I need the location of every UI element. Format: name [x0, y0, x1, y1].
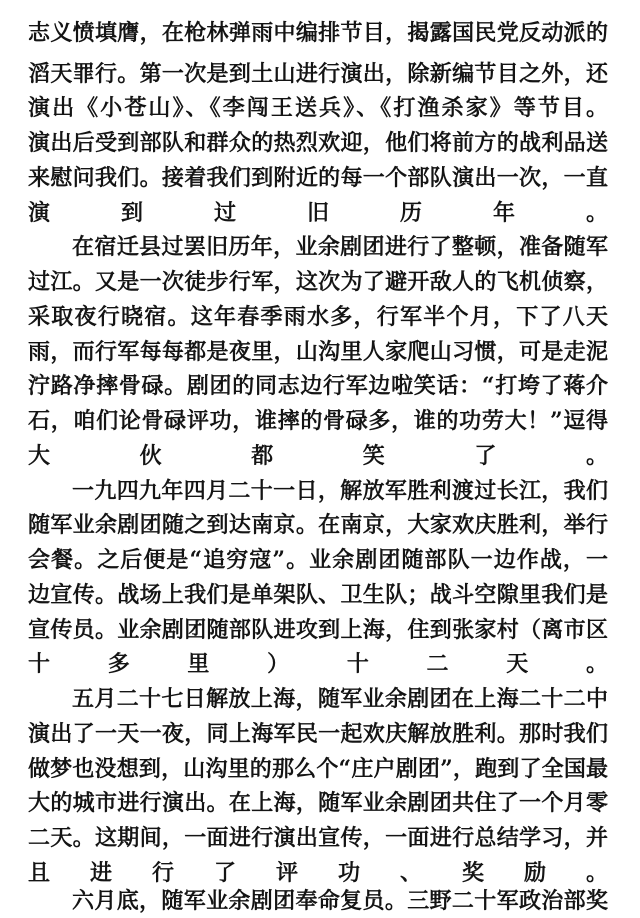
- paragraph-1-line-3: 演出《小苍山》、《李闯王送兵》、《打渔杀家》等节目。: [28, 95, 608, 121]
- paragraph-3-line-4: 边宣传。战场上我们是单架队、卫生队；战斗空隙里我们是: [28, 582, 608, 608]
- paragraph-4-line-5: 二天。这期间，一面进行演出宣传，一面进行总结学习，并: [28, 825, 608, 851]
- paragraph-5-line-1: 六月底，随军业余剧团奉命复员。三野二十军政治部奖: [72, 888, 608, 914]
- paragraph-4-line-3: 做梦也没想到，山沟里的那么个“庄户剧团”，跑到了全国最: [28, 756, 608, 782]
- paragraph-3-line-5: 宣传员。业余剧团随部队进攻到上海，住到张家村（离市区: [28, 617, 608, 643]
- paragraph-3-line-3: 会餐。之后便是“追穷寇”。业余剧团随部队一边作战，一: [28, 547, 608, 573]
- paragraph-4-line-2: 演出了一天一夜，同上海军民一起欢庆解放胜利。那时我们: [28, 721, 608, 747]
- paragraph-1-line-2: 滔天罪行。第一次是到土山进行演出，除新编节目之外，还: [28, 61, 608, 87]
- paragraph-4-line-6: 且进行了评功、奖励。: [28, 860, 608, 886]
- paragraph-2-line-1: 在宿迁县过罢旧历年，业余剧团进行了整顿，准备随军: [72, 234, 608, 260]
- paragraph-1-line-6: 演到过旧历年。: [28, 200, 608, 226]
- paragraph-2-line-3: 采取夜行晓宿。这年春季雨水多，行军半个月，下了八天: [28, 304, 608, 330]
- paragraph-2-line-2: 过江。又是一次徒步行军，这次为了避开敌人的飞机侦察，: [28, 269, 608, 295]
- paragraph-3-line-2: 随军业余剧团随之到达南京。在南京，大家欢庆胜利，举行: [28, 512, 608, 538]
- paragraph-4-line-4: 大的城市进行演出。在上海，随军业余剧团共住了一个月零: [28, 790, 608, 816]
- paragraph-1-line-1: 志义愤填膺，在枪林弹雨中编排节目，揭露国民党反动派的: [28, 20, 608, 46]
- paragraph-1-line-4: 演出后受到部队和群众的热烈欢迎，他们将前方的战利品送: [28, 130, 608, 156]
- paragraph-2-line-6: 石，咱们论骨碌评功，谁摔的骨碌多，谁的功劳大！”逗得: [28, 408, 608, 434]
- paragraph-3-line-1: 一九四九年四月二十一日，解放军胜利渡过长江，我们: [72, 478, 608, 504]
- paragraph-2-line-7: 大伙都笑了。: [28, 443, 608, 469]
- paragraph-2-line-5: 泞路净摔骨碌。剧团的同志边行军边啦笑话：“打垮了蒋介: [28, 373, 608, 399]
- paragraph-4-line-1: 五月二十七日解放上海，随军业余剧团在上海二十二中: [72, 686, 608, 712]
- paragraph-2-line-4: 雨，而行军每每都是夜里，山沟里人家爬山习惯，可是走泥: [28, 339, 608, 365]
- paragraph-1-line-5: 来慰问我们。接着我们到附近的每一个部队演出一次，一直: [28, 165, 608, 191]
- paragraph-3-line-6: 十多里）十二天。: [28, 651, 608, 677]
- document-page: [28, 0, 620, 913]
